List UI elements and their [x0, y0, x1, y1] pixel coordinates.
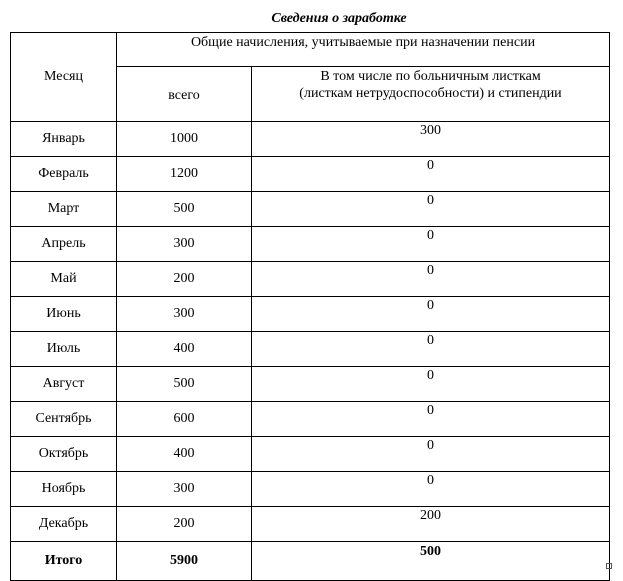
- table-row: [11, 122, 610, 157]
- salary-table-body: [11, 33, 610, 581]
- summary-sick-leave: 500: [252, 542, 610, 581]
- summary-row: [11, 542, 610, 581]
- total-cell: 1000: [117, 122, 252, 157]
- sick-leave-cell: 300: [252, 122, 610, 157]
- month-cell: Январь: [11, 122, 117, 157]
- month-cell: Сентябрь: [11, 402, 117, 437]
- header-sick-leave: [252, 67, 610, 122]
- table-row: [11, 227, 610, 262]
- document-title: Сведения о заработке: [271, 11, 407, 26]
- month-cell: Октябрь: [11, 437, 117, 472]
- month-cell: Декабрь: [11, 507, 117, 542]
- sick-leave-cell: 0: [252, 297, 610, 332]
- total-cell: 400: [117, 332, 252, 367]
- total-cell: 600: [117, 402, 252, 437]
- sick-leave-cell: 0: [252, 472, 610, 507]
- table-row: [11, 332, 610, 367]
- header-month: Месяц: [11, 33, 117, 122]
- header-sick-leave-line2: (листкам нетрудоспособности) и стипендии: [299, 86, 562, 101]
- table-row: [11, 472, 610, 507]
- table-row: [11, 367, 610, 402]
- month-cell: Июнь: [11, 297, 117, 332]
- total-cell: 400: [117, 437, 252, 472]
- total-cell: 1200: [117, 157, 252, 192]
- sick-leave-cell: 0: [252, 402, 610, 437]
- sick-leave-cell: 0: [252, 262, 610, 297]
- summary-total: 5900: [117, 542, 252, 581]
- table-resize-handle[interactable]: [606, 563, 612, 569]
- header-sick-leave-line1: В том числе по больничным листкам: [320, 69, 541, 84]
- month-cell: Апрель: [11, 227, 117, 262]
- sick-leave-cell: 0: [252, 192, 610, 227]
- month-cell: Май: [11, 262, 117, 297]
- total-cell: 300: [117, 472, 252, 507]
- month-cell: Август: [11, 367, 117, 402]
- sick-leave-cell: 0: [252, 157, 610, 192]
- month-cell: Июль: [11, 332, 117, 367]
- table-row: [11, 507, 610, 542]
- table-row: [11, 437, 610, 472]
- sick-leave-cell: 0: [252, 332, 610, 367]
- summary-label: Итого: [11, 542, 117, 581]
- table-row: [11, 297, 610, 332]
- sick-leave-cell: 0: [252, 367, 610, 402]
- header-row-1: [11, 33, 610, 67]
- sick-leave-cell: 200: [252, 507, 610, 542]
- total-cell: 300: [117, 297, 252, 332]
- table-row: [11, 157, 610, 192]
- month-cell: Февраль: [11, 157, 117, 192]
- header-general-accruals: Общие начисления, учитываемые при назначении пенсии: [117, 33, 610, 67]
- table-row: [11, 402, 610, 437]
- total-cell: 500: [117, 192, 252, 227]
- sick-leave-cell: 0: [252, 227, 610, 262]
- table-row: [11, 192, 610, 227]
- sick-leave-cell: 0: [252, 437, 610, 472]
- salary-table: [10, 32, 610, 581]
- month-cell: Март: [11, 192, 117, 227]
- total-cell: 200: [117, 262, 252, 297]
- total-cell: 300: [117, 227, 252, 262]
- total-cell: 200: [117, 507, 252, 542]
- total-cell: 500: [117, 367, 252, 402]
- table-row: [11, 262, 610, 297]
- header-total: всего: [117, 67, 252, 122]
- month-cell: Ноябрь: [11, 472, 117, 507]
